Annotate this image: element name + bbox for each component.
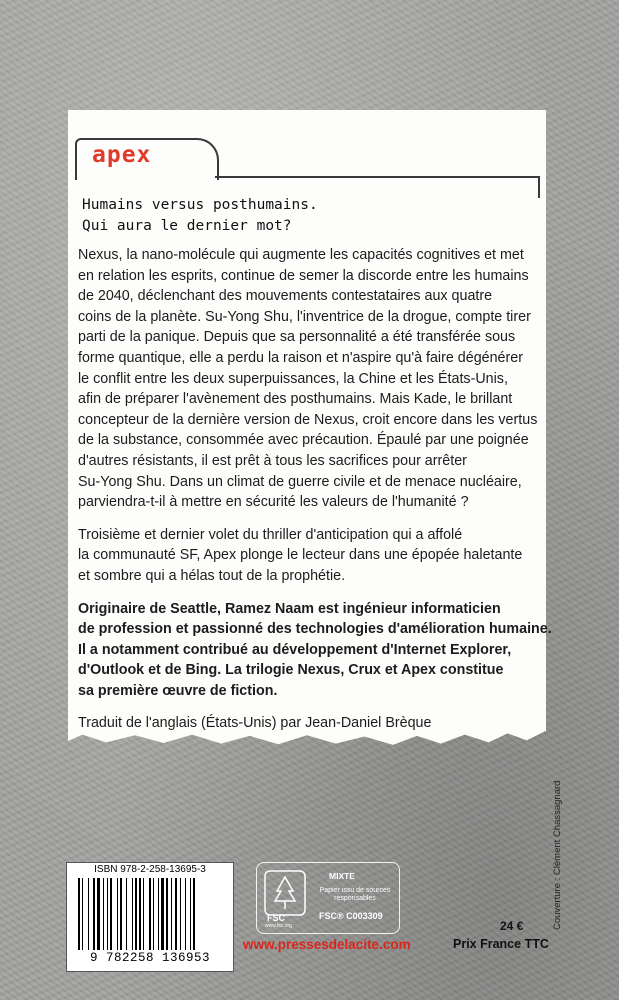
barcode-bar (175, 878, 177, 950)
fsc-code: FSC® C003309 (319, 911, 383, 921)
publisher-website[interactable]: www.pressesdelacite.com (243, 937, 411, 952)
synopsis-line: parviendra-t-il à mettre en sécurité les valeurs de l'humanité ? (78, 494, 469, 511)
barcode-bar (120, 878, 122, 950)
synopsis-line: concepteur de la dernière version de Nexus, croit encore dans les vertus (78, 411, 538, 428)
fsc-mixte: MIXTE (329, 871, 355, 881)
fsc-logo-text: FSC (267, 913, 285, 923)
barcode-bar (139, 878, 141, 950)
trilogy-paragraph (78, 525, 533, 587)
synopsis-line: coins de la planète. Su-Yong Shu, l'inventrice de la drogue, compte tirer (78, 308, 531, 325)
tab-divider-line (215, 176, 540, 178)
ean-digits: 9 782258 136953 (89, 951, 211, 965)
tagline (82, 195, 522, 237)
barcode-bar (97, 878, 100, 950)
price: 24 € (500, 919, 524, 933)
barcode-bar (110, 878, 112, 950)
synopsis-line: de 2040, déclenchant des mouvements contestataires aux quatre (78, 288, 493, 305)
synopsis-paragraph (78, 245, 538, 513)
synopsis-line: Su-Yong Shu. Dans un climat de guerre civile et de menace nucléaire, (78, 473, 522, 490)
barcode (78, 878, 223, 950)
bio-line: Il a notamment contribué au développement d'Internet Explorer, (78, 641, 512, 658)
barcode-bar (158, 878, 159, 950)
barcode-bar (166, 878, 168, 950)
trilogy-line: et sombre qui a hélas tout de la prophétie. (78, 567, 346, 584)
barcode-bar (88, 878, 89, 950)
tagline-line: Humains versus posthumains. (82, 197, 318, 213)
barcode-bar (193, 878, 195, 950)
barcode-bar (153, 878, 154, 950)
tagline-line: Qui aura le dernier mot? (82, 218, 292, 234)
barcode-bar (135, 878, 137, 950)
barcode-bar (180, 878, 181, 950)
isbn-text: ISBN 978-2-258-13695-3 (94, 864, 206, 875)
price-label: Prix France TTC (453, 937, 549, 951)
barcode-bar (190, 878, 191, 950)
tab-right-edge (538, 176, 540, 198)
barcode-bar (132, 878, 133, 950)
synopsis-line: forme quantique, elle a perdu la raison et n'aspire qu'à faire dégénérer (78, 349, 523, 366)
barcode-bar (78, 878, 80, 950)
barcode-bar (103, 878, 104, 950)
synopsis-line: en relation les esprits, continue de semer la discorde entre les humains (78, 267, 529, 284)
barcode-bar (93, 878, 95, 950)
barcode-bar (82, 878, 83, 950)
series-name: apex (92, 142, 152, 168)
fsc-url: www.fsc.org (265, 923, 292, 929)
synopsis-line: Nexus, la nano-molécule qui augmente les capacités cognitives et met (78, 247, 524, 263)
cover-credit: Couverture : Clément Chassagnard (552, 780, 563, 930)
bio-line: d'Outlook et de Bing. La trilogie Nexus, Crux et Apex constitue (78, 662, 504, 679)
blurb (78, 245, 552, 746)
fsc-description: Papier issu de sources responsables (319, 887, 391, 902)
trilogy-line: Troisième et dernier volet du thriller d'anticipation qui a affolé (78, 526, 463, 543)
author-bio-paragraph (78, 599, 552, 702)
barcode-bar (171, 878, 172, 950)
barcode-bar (126, 878, 127, 950)
barcode-bar (161, 878, 164, 950)
synopsis-line: afin de préparer l'avènement des posthumains. Mais Kade, le brillant (78, 391, 513, 408)
barcode-bar (117, 878, 118, 950)
barcode-bar (107, 878, 108, 950)
bio-line: sa première œuvre de fiction. (78, 682, 278, 699)
bio-line: Originaire de Seattle, Ramez Naam est ingénieur informaticien (78, 600, 501, 617)
synopsis-line: d'autres résistants, il est prêt à tous les sacrifices pour arrêter (78, 452, 467, 469)
trilogy-line: la communauté SF, Apex plonge le lecteur dans une épopée haletante (78, 547, 523, 564)
barcode-bar (185, 878, 186, 950)
synopsis-line: de la substance, consommée avec précaution. Épaulé par une poignée (78, 432, 529, 449)
barcode-bar (149, 878, 151, 950)
translation-credit: Traduit de l'anglais (États-Unis) par Jean-Daniel Brèque (78, 715, 432, 732)
fsc-label-box (256, 862, 400, 934)
synopsis-line: le conflit entre les deux superpuissances, la Chine et les États-Unis, (78, 370, 508, 387)
barcode-bar (143, 878, 144, 950)
bio-line: de profession et passionné des technologies d'amélioration humaine. (78, 621, 552, 638)
synopsis-line: parti de la panique. Depuis que sa personnalité a été transférée sous (78, 329, 516, 346)
